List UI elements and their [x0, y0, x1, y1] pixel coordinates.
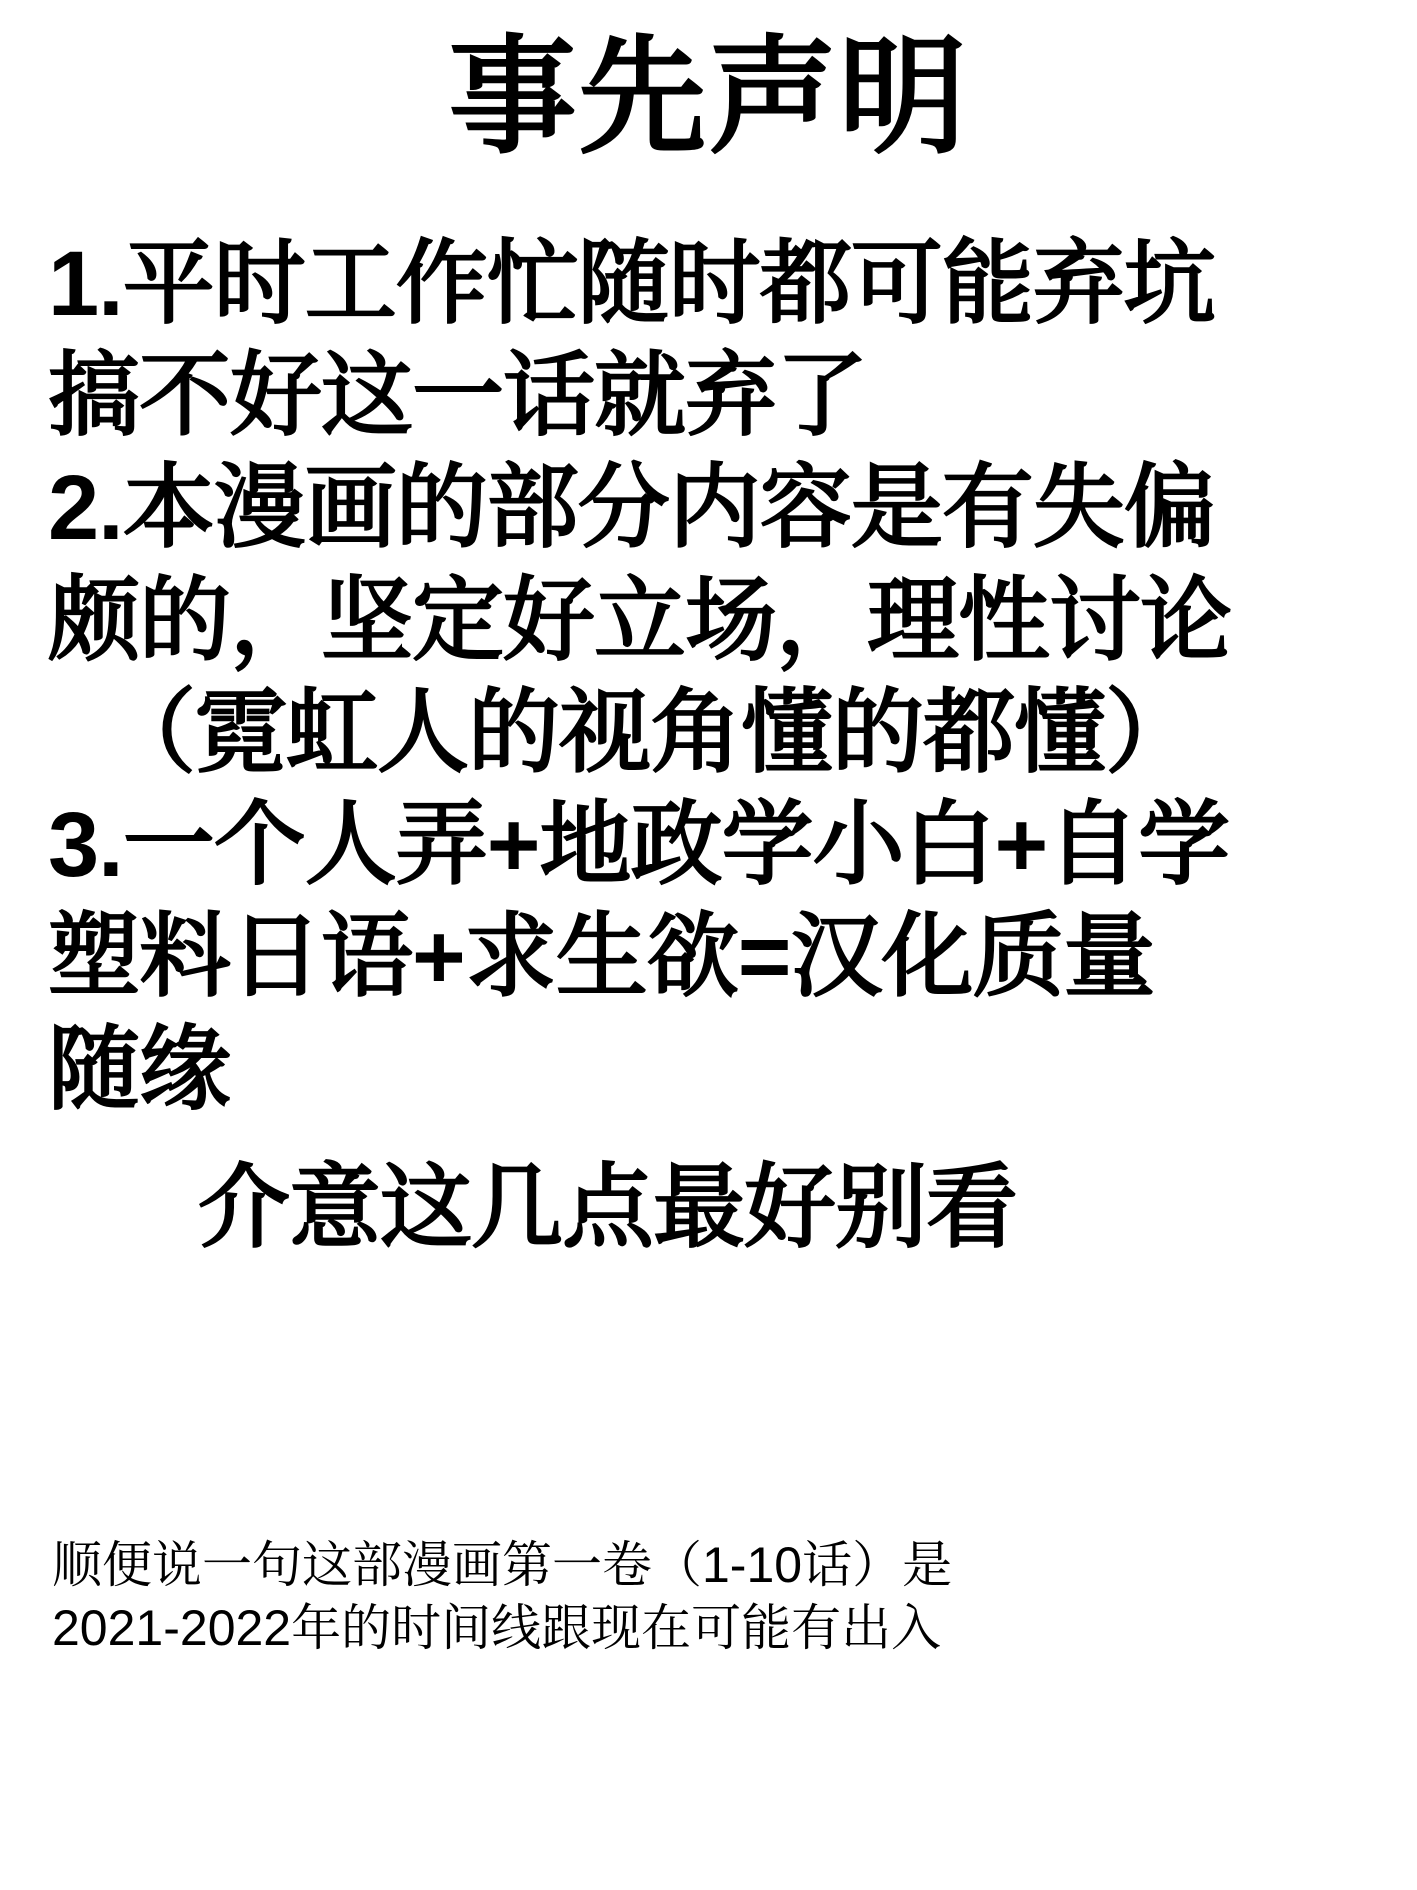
- declaration-line-4: 颇的，坚定好立场，理性讨论: [48, 569, 1232, 672]
- declaration-closing-line: 介意这几点最好别看: [198, 1156, 1018, 1259]
- declaration-line-1: 1.平时工作忙随时都可能弃坑: [48, 233, 1215, 335]
- declaration-line-6: 3.一个人弄+地政学小白+自学: [48, 794, 1230, 897]
- declaration-line-8: 随缘: [48, 1018, 231, 1121]
- page-title: 事先声明: [448, 26, 969, 169]
- declaration-line-3: 2.本漫画的部分内容是有失偏: [48, 457, 1215, 560]
- declaration-line-7: 塑料日语+求生欲=汉化质量: [48, 906, 1155, 1009]
- declaration-line-5: （霓虹人的视角懂的都懂）: [104, 681, 1197, 784]
- footer-line-2: 2021-2022年的时间线跟现在可能有出入: [52, 1600, 942, 1656]
- declaration-body: [0, 228, 1417, 1264]
- footer-line-1: 顺便说一句这部漫画第一卷（1-10话）是: [52, 1537, 953, 1593]
- footer-note: [52, 1534, 1377, 1660]
- declaration-line-2: 搞不好这一话就弃了: [48, 345, 868, 448]
